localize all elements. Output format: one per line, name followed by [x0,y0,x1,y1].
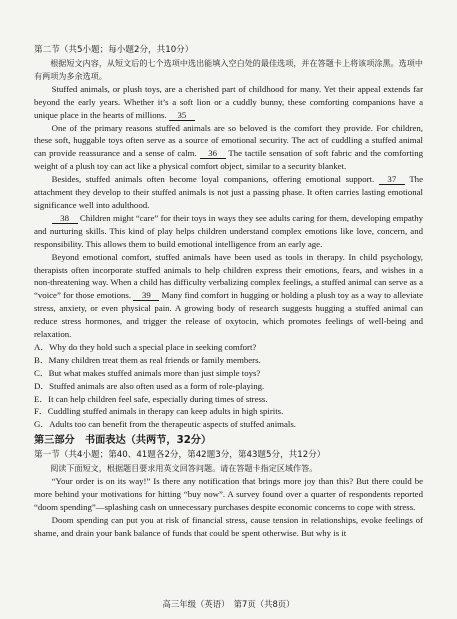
answer-options [34,341,423,431]
answer-blank-35: 35 [169,110,195,121]
reading-passage [34,83,423,341]
option-g: G．Adults too can benefit from the therapeutic aspects of stuffed animals. [34,419,296,430]
section-2-instruction: 根据短文内容，从短文后的七个选项中选出能填入空白处的最佳选项，并在答题卡上将该项涂黑。选项中有两项为多余选项。 [34,58,423,81]
part-3-section-1-title: 第一节（共4小题；第40、41题各2分，第42题3分，第43题5分，共12分） [34,450,326,461]
passage-paragraph-5 [34,251,423,341]
paragraph-text: Children might “care” for their toys in ways they see adults caring for them, developing empathy and nurturing skills. This kind of play helps children understand complex emotions like love, concern, and responsibility. This allows them to build emotional intelligence from an early age. [34,212,423,249]
paragraph-text: One of the primary reasons stuffed animals are so beloved is the comfort they provide. For children, these soft, huggable toys often serve as a source of emotional security. The act of cuddling a stuffed animal can provide reassurance and a sense of calm. [34,122,423,159]
paragraph-text: Many find comfort in hugging or holding a plush toy as a way to alleviate stress, anxiety, or even physical pain. A growing body of research suggests hugging a stuffed animal can reduce stress hormones, and trigger the release of oxytocin, which promotes feelings of well-being and relaxation. [34,290,424,340]
paragraph-text: Stuffed animals, or plush toys, are a cherished part of childhood for many. Yet their appeal extends far beyond the early years. Whether it’s a soft lion or a cuddly bunny, these comforting companions have a unique place in the hearts of millions. [34,83,423,120]
answer-blank-37: 37 [379,174,405,185]
section-2-title: 第二节（共5小题；每小题2分，共10分） [34,45,194,55]
passage-paragraph-4 [34,212,423,251]
page-footer: 高三年级（英语） 第7页（共8页） [162,599,295,609]
answer-blank-39: 39 [133,290,159,301]
option-d: D．Stuffed animals are also often used as a form of role-playing. [34,380,265,391]
writing-passage-paragraph-2: Doom spending can put you at risk of financial stress, cause tension in relationships, evoke feelings of shame, and drain your bank balance of funds that could be spent otherwise. But why is it [34,514,423,538]
passage-paragraph-3 [34,173,423,212]
option-a: A．Why do they hold such a special place in seeking comfort? [34,341,257,352]
option-c: C．But what makes stuffed animals more than just simple toys? [34,367,261,378]
part-3-title: 第三部分 书面表达（共两节，32分） [34,435,212,447]
passage-paragraph-2 [34,122,423,174]
writing-passage-paragraph-1: “Your order is on its way!” Is there any notification that brings more joy than this? But there could be more behind your motivations for hitting “buy now”. A survey found over a quarter of respondents reported “doom spending”—splashing cash on unnecessary purchases despite economic concerns to cope with stress. [34,476,423,512]
paragraph-text: The attachment they develop to their stuffed animals is not just a passing phase. It often carries lasting emotional significance well into adulthood. [34,174,423,210]
paragraph-text: Beyond emotional comfort, stuffed animals have been used as tools in therapy. In child psychology, therapists often incorporate stuffed animals to help children express their emotions, fears, and wishes in a non-threatening way. When a child has difficulty verbalizing complex feelings, a stuffed animal can serve as a “voice” for those emotions. [34,251,423,301]
paragraph-text: The tactile sensation of soft fabric and the comforting weight of a plush toy can act like a physical comfort object, similar to a security blanket. [34,148,424,172]
passage-paragraph-1 [34,83,423,122]
option-b: B．Many children treat them as real friends or family members. [34,354,261,365]
section-2 [34,44,423,83]
paragraph-text: Besides, stuffed animals often become loyal companions, offering emotional support. [51,174,375,185]
option-f: F．Cuddling stuffed animals in therapy can keep adults in high spirits. [34,406,284,417]
answer-blank-38: 38 [52,213,78,224]
answer-blank-36: 36 [200,148,226,159]
option-e: E．It can help children feel safe, especially during times of stress. [34,393,268,404]
part-3 [34,434,423,539]
part-3-instruction: 阅读下面短文，根据题目要求用英文回答问题。请在答题卡指定区域作答。 [50,463,318,474]
